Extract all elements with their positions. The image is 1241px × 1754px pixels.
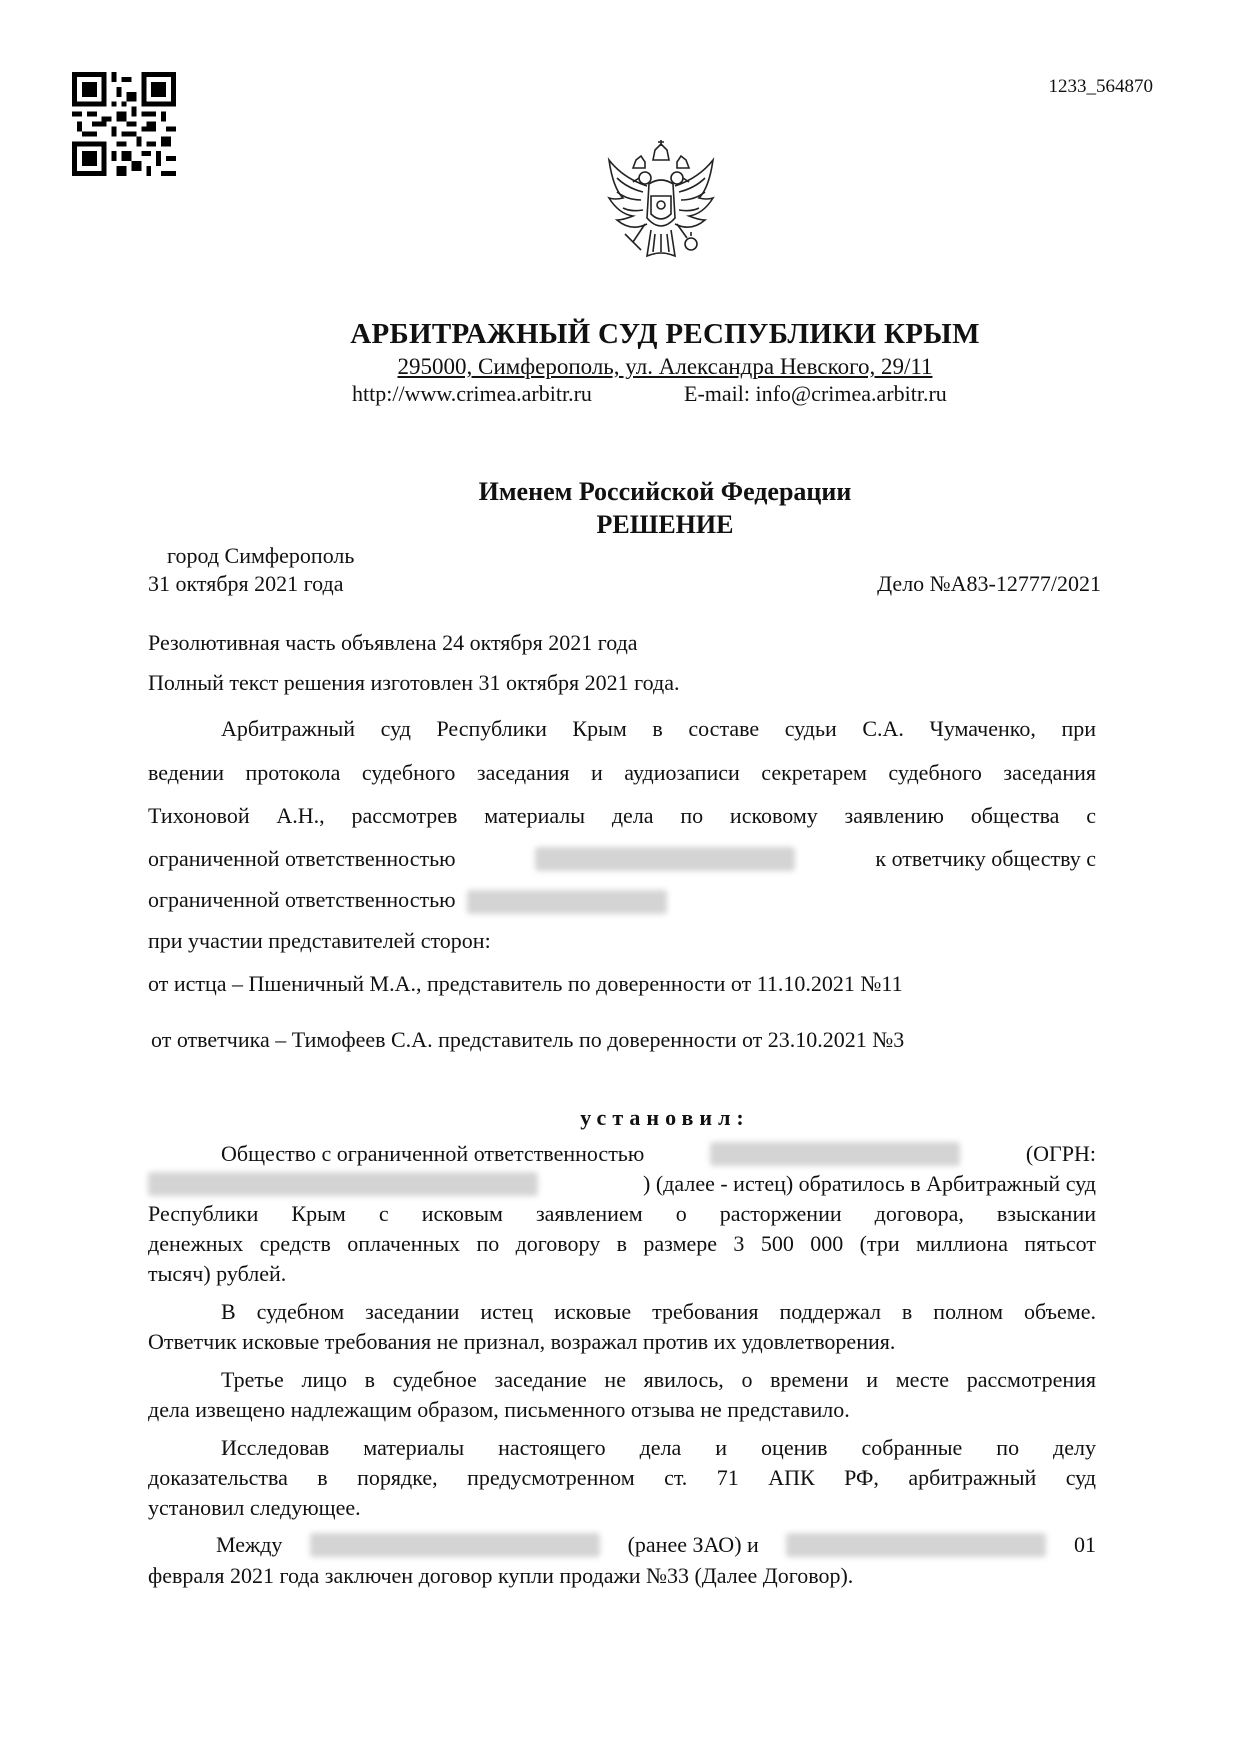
- court-name: АРБИТРАЖНЫЙ СУД РЕСПУБЛИКИ КРЫМ: [350, 318, 980, 350]
- intro-line-4-start: ограниченной ответственностью: [148, 846, 456, 871]
- body-line-6: В судебном заседании истец исковые требования поддержал в полном объеме.: [221, 1299, 1096, 1324]
- body-line-5: тысяч) рублей.: [148, 1261, 287, 1286]
- court-website[interactable]: http://www.crimea.arbitr.ru: [352, 381, 592, 406]
- body-line-4: денежных средств оплаченных по договору в размере 3 500 000 (три миллиона пятьсот: [148, 1231, 1096, 1256]
- redacted-ogrn: [148, 1172, 538, 1196]
- redacted-company-name: [710, 1142, 960, 1166]
- redacted-party-2: [786, 1533, 1046, 1557]
- defendant-representative: от ответчика – Тимофеев С.А. представитель по доверенности от 23.10.2021 №3: [151, 1027, 905, 1052]
- body-line-7: Ответчик исковые требования не признал, возражал против их удовлетворения.: [148, 1329, 896, 1354]
- case-number: Дело №А83-12777/2021: [877, 571, 1101, 596]
- body-line-10: Исследовав материалы настоящего дела и оценив собранные по делу: [221, 1435, 1096, 1460]
- redacted-party-1: [310, 1533, 600, 1557]
- body-line-8: Третье лицо в судебное заседание не явилось, о времени и месте рассмотрения: [221, 1367, 1096, 1392]
- body-line-1: Общество с ограниченной ответственностью (ОГРН:: [221, 1141, 1096, 1166]
- coat-of-arms-icon: [603, 138, 719, 278]
- body-line-9: дела извещено надлежащим образом, письменного отзыва не представило.: [148, 1397, 850, 1422]
- body-line-13: Между (ранее ЗАО) и 01: [216, 1532, 1096, 1557]
- document-number: 1233_564870: [1048, 76, 1153, 97]
- intro-line-4-end: к ответчику обществу с: [875, 846, 1096, 871]
- intro-line-3: Тихоновой А.Н., рассмотрев материалы дела по исковому заявлению общества с: [148, 803, 1096, 828]
- body-line-11: доказательства в порядке, предусмотренном ст. 71 АПК РФ, арбитражный суд: [148, 1465, 1096, 1490]
- qr-code: [72, 72, 176, 176]
- court-address: 295000, Симферополь, ул. Александра Невского, 29/11: [397, 354, 933, 379]
- intro-line-5: ограниченной ответственностью: [148, 887, 1096, 914]
- header-line-1: Именем Российской Федерации: [478, 477, 852, 506]
- body-line-12: установил следующее.: [148, 1495, 361, 1520]
- court-email[interactable]: E-mail: info@crimea.arbitr.ru: [684, 381, 947, 406]
- intro-line-1: Арбитражный суд Республики Крым в составе судьи С.А. Чумаченко, при: [221, 716, 1096, 741]
- redacted-plaintiff-name: [535, 847, 795, 871]
- intro-line-2: ведении протокола судебного заседания и аудиозаписи секретарем судебного заседания: [148, 760, 1096, 785]
- decision-date: 31 октября 2021 года: [148, 571, 344, 596]
- established-heading: установил:: [580, 1105, 750, 1130]
- intro-line-4: [148, 846, 1096, 872]
- body-line-2: ) (далее - истец) обратилось в Арбитражный суд: [148, 1169, 1096, 1199]
- resolution-line: Резолютивная часть объявлена 24 октября 2021 года: [148, 630, 638, 655]
- header-title: РЕШЕНИЕ: [596, 510, 734, 539]
- full-text-line: Полный текст решения изготовлен 31 октября 2021 года.: [148, 670, 680, 695]
- plaintiff-representative: от истца – Пшеничный М.А., представитель по доверенности от 11.10.2021 №11: [148, 971, 903, 996]
- body-line-3: Республики Крым с исковым заявлением о расторжении договора, взыскании: [148, 1201, 1096, 1226]
- redacted-defendant-name: [467, 890, 667, 914]
- body-line-14: февраля 2021 года заключен договор купли продажи №33 (Далее Договор).: [148, 1563, 854, 1588]
- parties-title: при участии представителей сторон:: [148, 928, 491, 953]
- city: город Симферополь: [167, 543, 355, 568]
